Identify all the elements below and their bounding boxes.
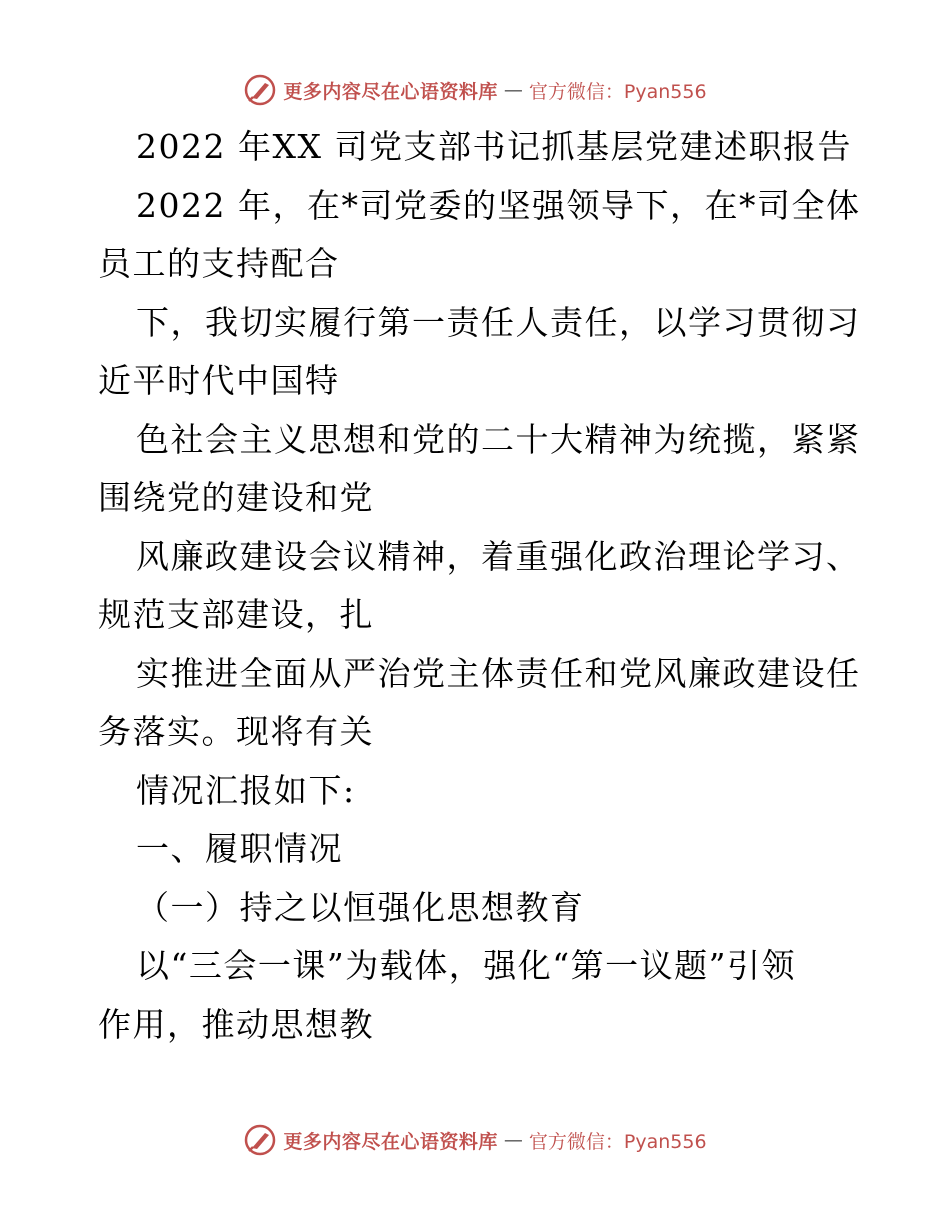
paragraph-line: 员工的支持配合 bbox=[98, 244, 340, 283]
paragraph-line: 务落实。现将有关 bbox=[98, 712, 374, 751]
paragraph-line: 实推进全面从严治党主体责任和党风廉政建设任 bbox=[136, 653, 861, 693]
paragraph-line: 2022 年，在*司党委的坚强领导下，在*司全体 bbox=[136, 185, 861, 225]
paragraph-line: 围绕党的建设和党 bbox=[98, 478, 374, 517]
footer-watermark bbox=[0, 1120, 950, 1160]
watermark-suffix-text: 官方微信：Pyan556 bbox=[528, 1130, 707, 1153]
paragraph-line: 以“三会一课”为载体，强化“第一议题”引领 bbox=[136, 946, 796, 985]
watermark-suffix-text: 官方微信：Pyan556 bbox=[528, 80, 707, 103]
document-body bbox=[98, 118, 861, 1054]
paragraph-line: 作用，推动思想教 bbox=[98, 1004, 374, 1044]
document-title: 2022 年XX 司党支部书记抓基层党建述职报告 bbox=[136, 127, 852, 166]
paragraph-line: 规范支部建设，扎 bbox=[98, 595, 374, 634]
watermark-brand-text: 更多内容尽在心语资料库 bbox=[283, 80, 498, 103]
quill-pen-logo-icon bbox=[243, 73, 277, 107]
subsection-heading: （一）持之以恒强化思想教育 bbox=[136, 887, 585, 927]
watermark-dash: — bbox=[503, 79, 523, 101]
header-watermark bbox=[0, 70, 950, 110]
paragraph-line: 色社会主义思想和党的二十大精神为统揽，紧紧 bbox=[136, 419, 861, 459]
paragraph-line: 情况汇报如下: bbox=[136, 770, 356, 810]
section-heading: 一、履职情况 bbox=[136, 829, 343, 868]
paragraph-line: 近平时代中国特 bbox=[98, 361, 340, 400]
quill-pen-logo-icon bbox=[243, 1123, 277, 1157]
watermark-dash: — bbox=[503, 1129, 523, 1151]
paragraph-line: 风廉政建设会议精神，着重强化政治理论学习、 bbox=[136, 536, 861, 576]
watermark-brand-text: 更多内容尽在心语资料库 bbox=[283, 1130, 498, 1153]
paragraph-line: 下，我切实履行第一责任人责任，以学习贯彻习 bbox=[136, 302, 861, 342]
